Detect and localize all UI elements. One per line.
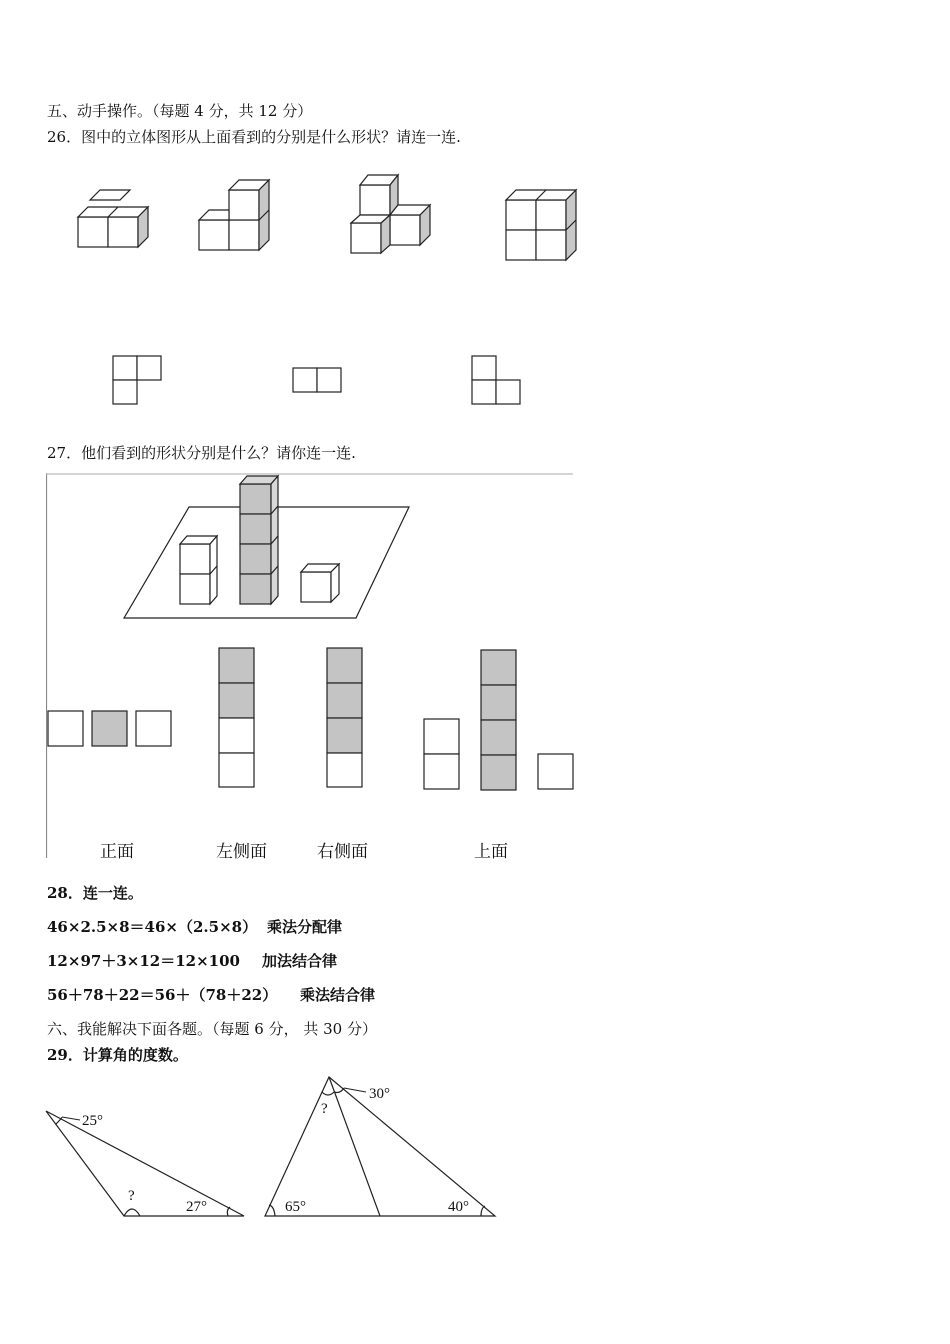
label-top: 上面 (474, 842, 508, 862)
column-middle (240, 476, 278, 604)
column-left (180, 536, 217, 604)
top-view-1 (113, 356, 161, 404)
section-heading-6: 六、我能解决下面各题。（每题 6 分， 共 30 分） (47, 1020, 377, 1038)
question-28: 28．连一连。 (47, 884, 143, 902)
q28-law-2: 加法结合律 (262, 952, 338, 970)
top-view-3 (472, 356, 520, 404)
column-right (301, 564, 339, 602)
q28-expr-2: 12×97＋3×12＝12×100 (47, 952, 240, 970)
view-top (424, 650, 573, 790)
solid-2 (199, 180, 269, 250)
tri2-angle-b: ? (321, 1101, 328, 1117)
q28-expr-1: 46×2.5×8＝46×（2.5×8） (47, 918, 258, 936)
q29-figure (40, 1070, 510, 1230)
label-front: 正面 (100, 842, 134, 862)
tri2-angle-c: 65° (285, 1199, 306, 1215)
label-left-side: 左侧面 (216, 842, 267, 862)
solid-4 (506, 190, 576, 260)
solid-3 (351, 175, 430, 253)
question-26: 26．图中的立体图形从上面看到的分别是什么形状？请连一连. (47, 128, 461, 146)
view-left (219, 648, 254, 787)
q26-top-views (100, 350, 540, 410)
tri2-angle-a: 30° (369, 1086, 390, 1102)
triangle-1 (46, 1111, 244, 1216)
label-right-side: 右侧面 (317, 842, 368, 862)
q26-solids-figure (60, 165, 600, 275)
tri1-angle-b: ? (128, 1188, 135, 1204)
question-29: 29．计算角的度数。 (47, 1046, 188, 1064)
tri2-angle-d: 40° (448, 1199, 469, 1215)
q28-law-3: 乘法结合律 (300, 986, 376, 1004)
tri1-angle-a: 25° (82, 1113, 103, 1129)
q27-figure (46, 473, 576, 858)
question-27: 27．他们看到的形状分别是什么？请你连一连. (47, 444, 356, 462)
section-heading-5: 五、动手操作。（每题 4 分，共 12 分） (47, 102, 313, 120)
tri1-angle-c: 27° (186, 1199, 207, 1215)
q28-law-1: 乘法分配律 (267, 918, 343, 936)
view-right (327, 648, 362, 787)
q28-expr-3: 56＋78＋22＝56＋（78＋22） (47, 986, 278, 1004)
view-front (48, 711, 171, 746)
top-view-2 (293, 368, 341, 392)
solid-1 (78, 190, 148, 247)
